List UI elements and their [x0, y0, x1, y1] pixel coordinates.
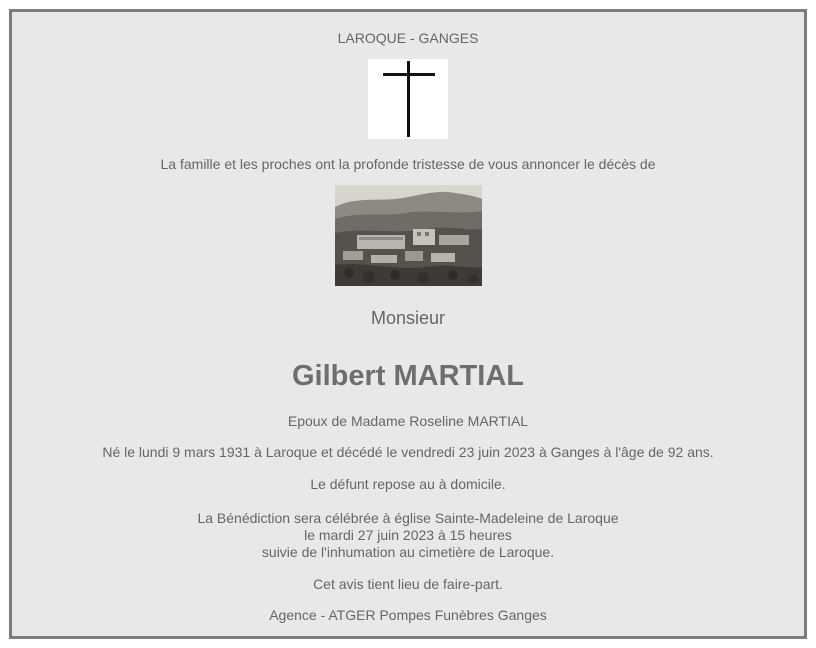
agency-line: Agence - ATGER Pompes Funèbres Ganges [269, 607, 547, 623]
cross-horizontal-bar [383, 73, 435, 76]
deceased-name: Gilbert MARTIAL [292, 360, 524, 392]
village-photo [335, 185, 482, 286]
ceremony-line: le mardi 27 juin 2023 à 15 heures [304, 527, 512, 543]
death-notice [9, 9, 807, 639]
civility: Monsieur [370, 308, 446, 328]
resting-place-line: Le défunt repose au à domicile. [310, 476, 506, 492]
spouse-line: Epoux de Madame Roseline MARTIAL [287, 413, 529, 429]
ceremony-line: La Bénédiction sera célébrée à église Sainte-Madeleine de Laroque [197, 510, 619, 526]
location-heading: LAROQUE - GANGES [337, 30, 479, 46]
ceremony-line: suivie de l'inhumation au cimetière de Laroque. [261, 544, 555, 560]
birth-death-line: Né le lundi 9 mars 1931 à Laroque et décédé le vendredi 23 juin 2023 à Ganges à l'âge de 92 ans. [102, 444, 714, 460]
intro-text: La famille et les proches ont la profonde tristesse de vous annoncer le décès de [160, 156, 656, 172]
faire-part-line: Cet avis tient lieu de faire-part. [313, 576, 503, 592]
cross-icon [368, 59, 448, 139]
